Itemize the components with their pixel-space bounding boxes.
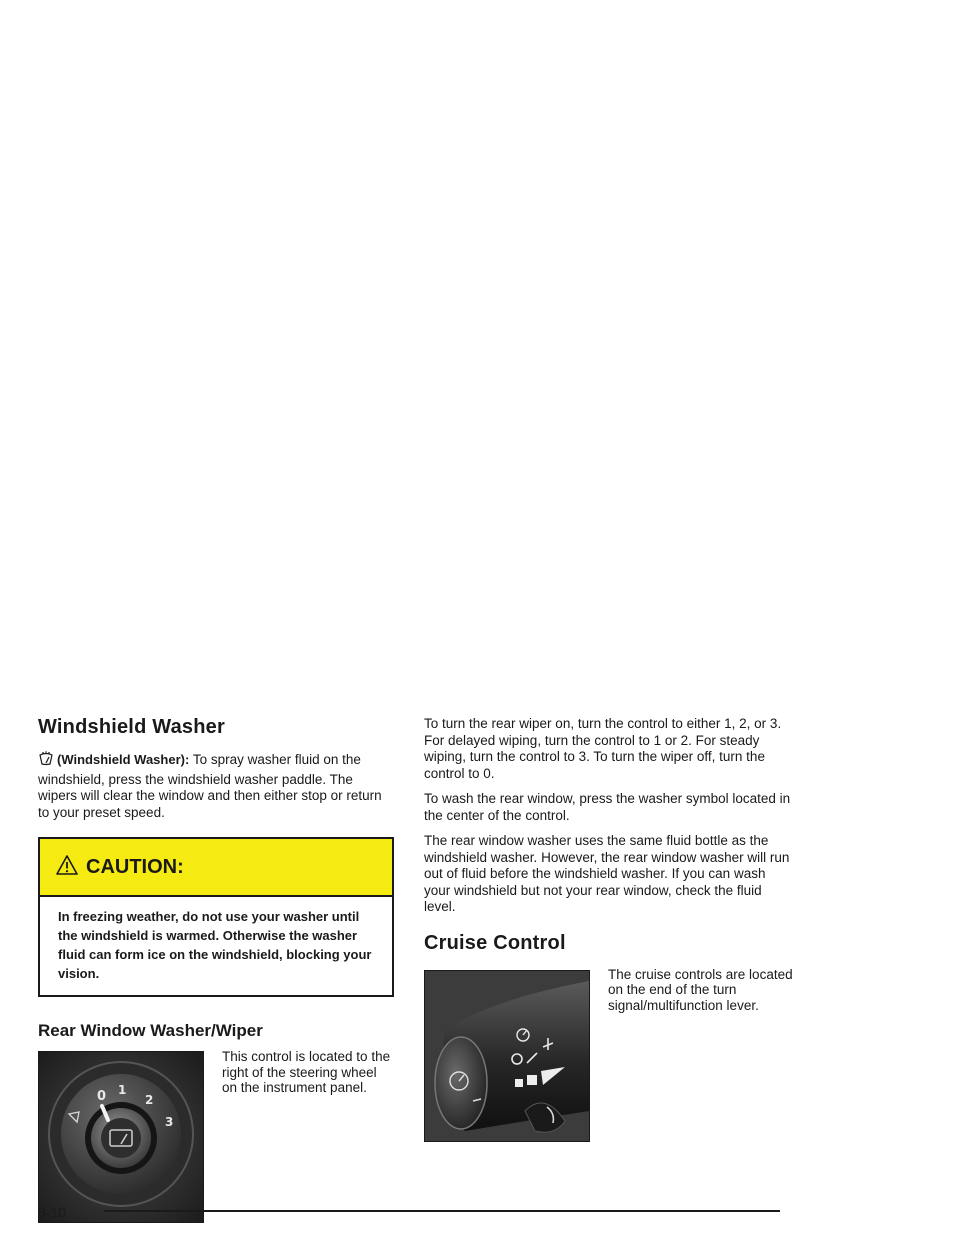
- sub-heading-rear-washer: Rear Window Washer/Wiper: [38, 1021, 263, 1040]
- knob-label-3: 3: [165, 1115, 174, 1129]
- windshield-washer-paragraph: [38, 751, 394, 821]
- caution-box: [38, 837, 394, 997]
- left-column: [38, 716, 394, 1223]
- cruise-caption: The cruise controls are located on the end of the turn signal/multifunction lever.: [608, 966, 793, 1013]
- rear-washer-figure-row: [38, 1051, 394, 1223]
- rear-wiper-paragraph-2: To wash the rear window, press the washer symbol located in the center of the control.: [424, 791, 791, 823]
- rear-wiper-knob-photo: [38, 1051, 204, 1223]
- cruise-lever-photo: [424, 970, 590, 1142]
- knob-label-2: 2: [145, 1093, 154, 1107]
- caution-title: CAUTION:: [86, 855, 184, 878]
- caution-body: [40, 897, 392, 995]
- windshield-washer-icon: [38, 751, 54, 772]
- section-heading-cruise-control: Cruise Control: [424, 931, 566, 954]
- knob-label-0: 0: [97, 1089, 107, 1104]
- rear-washer-caption: This control is located to the right of the steering wheel on the instrument panel.: [222, 1049, 391, 1095]
- washer-term: (Windshield Washer):: [57, 752, 190, 767]
- footer-rule: [104, 1210, 780, 1212]
- washer-text-inline: To spray washer fluid on: [192, 752, 339, 767]
- washer-text-rest: the windshield, press the windshield washer paddle. The wipers will clear the window and then either stop or return to your preset speed.: [38, 752, 382, 820]
- rear-wiper-paragraph-1: To turn the rear wiper on, turn the control to either 1, 2, or 3. For delayed wiping, turn the control to 1 or 2. For steady wiping, turn the control to 3. To turn the wiper off, turn the control to 0.: [424, 716, 782, 781]
- caution-header: [40, 839, 392, 897]
- section-heading-windshield-washer: Windshield Washer: [38, 716, 225, 738]
- rear-wiper-paragraph-3: The rear window washer uses the same fluid bottle as the windshield washer. However, the rear window washer will run out of fluid before the windshield washer. If you can wash your windshield but not your rear window, check the fluid level.: [424, 833, 790, 914]
- cruise-figure-row: [424, 966, 794, 1142]
- page-number: 3-10: [38, 1204, 67, 1220]
- caution-text: In freezing weather, do not use your washer until the windshield is warmed. Otherwise the washer fluid can form ice on the windshield, blocking your vision.: [58, 909, 372, 981]
- warning-triangle-icon: [56, 854, 78, 881]
- knob-label-1: 1: [118, 1083, 127, 1097]
- right-column: [424, 716, 794, 1142]
